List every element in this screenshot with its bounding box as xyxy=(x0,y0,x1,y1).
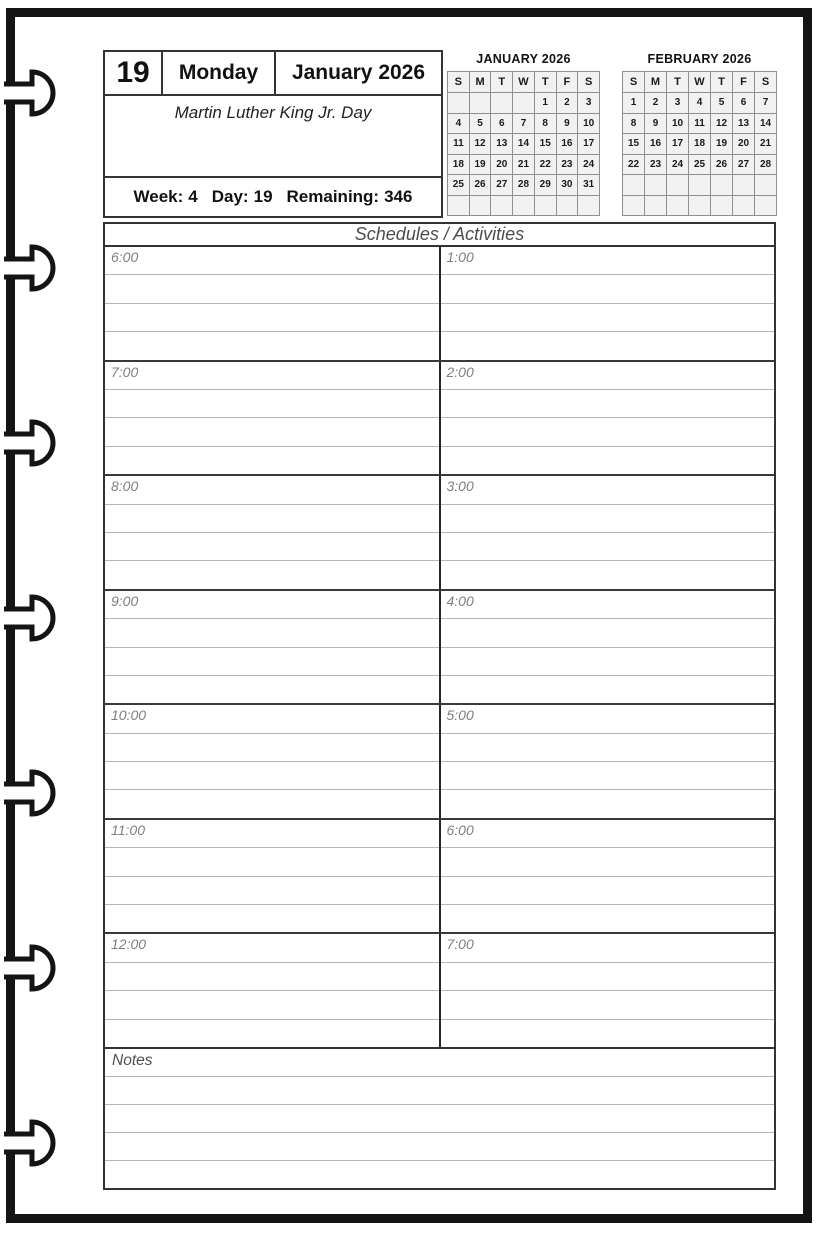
schedule-grid xyxy=(103,247,776,1047)
calendar-weekday-header: T xyxy=(535,72,557,93)
calendar-day-cell xyxy=(491,93,513,114)
calendar-day-cell: 21 xyxy=(513,155,535,176)
calendar-day-cell xyxy=(578,196,600,217)
schedule-line xyxy=(441,476,775,503)
schedule-line xyxy=(441,417,775,445)
mini-calendar-february xyxy=(622,52,777,216)
month-year: January 2026 xyxy=(274,52,441,94)
schedule-line xyxy=(105,618,439,646)
calendar-weekday-header: S xyxy=(755,72,777,93)
schedule-line xyxy=(441,532,775,560)
schedule-line xyxy=(441,761,775,789)
calendar-weekday-header: S xyxy=(623,72,645,93)
schedule-line xyxy=(105,733,439,761)
calendar-day-cell: 4 xyxy=(448,114,470,135)
holiday-label: Martin Luther King Jr. Day xyxy=(174,103,372,122)
calendar-day-cell: 17 xyxy=(667,134,689,155)
calendar-day-cell: 1 xyxy=(623,93,645,114)
schedule-line xyxy=(441,876,775,904)
calendar-day-cell: 20 xyxy=(491,155,513,176)
calendar-day-cell: 11 xyxy=(689,114,711,135)
schedule-line xyxy=(105,303,439,331)
time-label: 2:00 xyxy=(446,363,474,380)
schedule-line xyxy=(441,331,775,359)
calendar-day-cell: 10 xyxy=(578,114,600,135)
week-label: Week: xyxy=(133,187,184,206)
hour-block xyxy=(105,820,774,935)
time-label: 6:00 xyxy=(446,821,474,838)
schedule-line xyxy=(441,389,775,417)
calendar-day-cell: 15 xyxy=(535,134,557,155)
time-label: 7:00 xyxy=(111,363,139,380)
calendar-day-cell: 24 xyxy=(667,155,689,176)
calendar-day-cell xyxy=(645,196,667,217)
schedule-column-left xyxy=(105,820,441,933)
remaining-value: 346 xyxy=(384,187,413,206)
schedule-line xyxy=(105,675,439,703)
calendar-day-cell: 23 xyxy=(645,155,667,176)
day-name: Monday xyxy=(161,52,274,94)
calendar-weekday-header: T xyxy=(667,72,689,93)
calendar-day-cell: 26 xyxy=(470,175,492,196)
calendar-day-cell xyxy=(623,196,645,217)
schedule-line xyxy=(441,733,775,761)
schedule-column-right xyxy=(441,820,775,933)
calendar-day-cell: 7 xyxy=(755,93,777,114)
schedule-line xyxy=(441,362,775,389)
schedule-line xyxy=(105,789,439,817)
calendar-day-cell: 19 xyxy=(711,134,733,155)
notes-line xyxy=(105,1160,774,1188)
schedule-column-right xyxy=(441,476,775,589)
schedule-line xyxy=(105,705,439,732)
schedule-line xyxy=(105,532,439,560)
schedule-line xyxy=(441,303,775,331)
calendar-weekday-header: S xyxy=(448,72,470,93)
schedule-column-right xyxy=(441,591,775,704)
time-label: 11:00 xyxy=(111,821,145,838)
calendar-day-cell: 19 xyxy=(470,155,492,176)
calendar-day-cell: 16 xyxy=(557,134,579,155)
notes-line xyxy=(105,1132,774,1160)
calendar-day-cell: 15 xyxy=(623,134,645,155)
calendar-weekday-header: T xyxy=(711,72,733,93)
calendar-day-cell: 2 xyxy=(557,93,579,114)
day-value: 19 xyxy=(253,187,273,206)
calendar-day-cell xyxy=(535,196,557,217)
calendar-day-cell: 22 xyxy=(535,155,557,176)
calendar-weekday-header: F xyxy=(733,72,755,93)
calendar-day-cell xyxy=(470,93,492,114)
calendar-day-cell xyxy=(689,196,711,217)
calendar-day-cell xyxy=(513,196,535,217)
calendar-day-cell: 11 xyxy=(448,134,470,155)
schedule-column-left xyxy=(105,705,441,818)
calendar-day-cell: 20 xyxy=(733,134,755,155)
calendar-day-cell: 9 xyxy=(557,114,579,135)
schedule-line xyxy=(441,675,775,703)
calendar-day-cell xyxy=(513,93,535,114)
calendar-day-cell: 7 xyxy=(513,114,535,135)
calendar-day-cell: 18 xyxy=(448,155,470,176)
calendar-day-cell: 30 xyxy=(557,175,579,196)
schedule-line xyxy=(441,618,775,646)
schedule-column-right xyxy=(441,362,775,475)
schedule-line xyxy=(105,446,439,474)
schedule-line xyxy=(105,504,439,532)
calendar-day-cell: 8 xyxy=(623,114,645,135)
calendar-day-cell xyxy=(623,175,645,196)
hour-block xyxy=(105,362,774,477)
schedule-line xyxy=(105,274,439,302)
notes-line xyxy=(105,1076,774,1104)
day-number: 19 xyxy=(116,56,150,89)
schedule-line xyxy=(441,847,775,875)
mini-calendar-grid xyxy=(622,71,777,216)
calendar-day-cell: 3 xyxy=(578,93,600,114)
calendar-day-cell xyxy=(667,175,689,196)
calendar-day-cell xyxy=(667,196,689,217)
calendar-day-cell: 3 xyxy=(667,93,689,114)
mini-calendar-grid xyxy=(447,71,600,216)
schedule-line xyxy=(441,647,775,675)
calendar-day-cell xyxy=(733,196,755,217)
calendar-day-cell xyxy=(448,93,470,114)
hour-block xyxy=(105,247,774,362)
schedule-line xyxy=(441,1019,775,1047)
mini-calendar-january xyxy=(447,52,600,216)
date-header-row xyxy=(105,52,441,96)
calendar-day-cell: 29 xyxy=(535,175,557,196)
schedule-line xyxy=(105,904,439,932)
calendar-day-cell xyxy=(689,175,711,196)
schedule-line xyxy=(441,934,775,961)
calendar-day-cell: 6 xyxy=(733,93,755,114)
calendar-day-cell: 25 xyxy=(689,155,711,176)
calendar-day-cell: 12 xyxy=(470,134,492,155)
schedule-line xyxy=(105,1019,439,1047)
calendar-weekday-header: M xyxy=(470,72,492,93)
calendar-day-cell: 5 xyxy=(711,93,733,114)
schedule-line xyxy=(105,820,439,847)
schedule-line xyxy=(105,647,439,675)
schedule-line xyxy=(441,904,775,932)
calendar-day-cell: 14 xyxy=(755,114,777,135)
calendar-day-cell: 13 xyxy=(733,114,755,135)
schedule-column-right xyxy=(441,934,775,1047)
hour-block xyxy=(105,934,774,1047)
calendar-day-cell: 2 xyxy=(645,93,667,114)
calendar-day-cell xyxy=(448,196,470,217)
time-label: 7:00 xyxy=(446,936,474,953)
hour-block xyxy=(105,591,774,706)
schedule-line xyxy=(441,705,775,732)
time-label: 4:00 xyxy=(446,592,474,609)
schedule-line xyxy=(441,789,775,817)
mini-calendar-title: JANUARY 2026 xyxy=(476,52,571,66)
calendar-weekday-header: F xyxy=(557,72,579,93)
schedule-line xyxy=(105,876,439,904)
schedule-line xyxy=(105,591,439,618)
hour-block xyxy=(105,705,774,820)
calendar-day-cell xyxy=(711,175,733,196)
calendar-day-cell: 1 xyxy=(535,93,557,114)
hour-block xyxy=(105,476,774,591)
date-header-box xyxy=(103,50,443,218)
schedule-line xyxy=(105,362,439,389)
schedule-line xyxy=(441,274,775,302)
notes-line xyxy=(105,1049,774,1076)
calendar-day-cell xyxy=(645,175,667,196)
calendar-weekday-header: W xyxy=(689,72,711,93)
schedule-line xyxy=(441,247,775,274)
calendar-day-cell: 6 xyxy=(491,114,513,135)
calendar-day-cell: 8 xyxy=(535,114,557,135)
schedule-section-header xyxy=(103,222,776,247)
schedule-line xyxy=(105,847,439,875)
calendar-day-cell xyxy=(470,196,492,217)
notes-section xyxy=(103,1047,776,1190)
time-label: 1:00 xyxy=(446,249,474,265)
calendar-day-cell: 27 xyxy=(733,155,755,176)
schedule-line xyxy=(105,934,439,961)
calendar-day-cell: 28 xyxy=(513,175,535,196)
calendar-weekday-header: W xyxy=(513,72,535,93)
schedule-line xyxy=(105,389,439,417)
calendar-day-cell: 18 xyxy=(689,134,711,155)
calendar-day-cell xyxy=(711,196,733,217)
time-label: 10:00 xyxy=(111,707,147,724)
calendar-weekday-header: M xyxy=(645,72,667,93)
schedule-line xyxy=(441,820,775,847)
schedule-line xyxy=(105,990,439,1018)
schedule-line xyxy=(105,560,439,588)
calendar-day-cell: 28 xyxy=(755,155,777,176)
calendar-day-cell: 5 xyxy=(470,114,492,135)
calendar-day-cell: 14 xyxy=(513,134,535,155)
time-label: 9:00 xyxy=(111,592,139,609)
schedule-line xyxy=(105,476,439,503)
time-label: 12:00 xyxy=(111,936,147,953)
schedule-line xyxy=(105,417,439,445)
time-label: 5:00 xyxy=(446,707,474,724)
schedule-line xyxy=(441,990,775,1018)
schedule-section-title: Schedules / Activities xyxy=(354,224,525,244)
calendar-day-cell: 9 xyxy=(645,114,667,135)
calendar-day-cell xyxy=(491,196,513,217)
calendar-day-cell: 25 xyxy=(448,175,470,196)
calendar-day-cell: 21 xyxy=(755,134,777,155)
calendar-day-cell: 27 xyxy=(491,175,513,196)
notes-line xyxy=(105,1104,774,1132)
schedule-column-right xyxy=(441,247,775,360)
calendar-day-cell xyxy=(755,175,777,196)
schedule-column-left xyxy=(105,362,441,475)
schedule-column-left xyxy=(105,934,441,1047)
calendar-day-cell: 16 xyxy=(645,134,667,155)
schedule-line xyxy=(441,446,775,474)
week-value: 4 xyxy=(188,187,198,206)
day-stats xyxy=(105,176,441,216)
calendar-day-cell: 17 xyxy=(578,134,600,155)
calendar-day-cell: 24 xyxy=(578,155,600,176)
time-label: 8:00 xyxy=(111,478,139,495)
calendar-day-cell: 26 xyxy=(711,155,733,176)
schedule-line xyxy=(441,560,775,588)
calendar-day-cell: 10 xyxy=(667,114,689,135)
schedule-column-left xyxy=(105,591,441,704)
schedule-line xyxy=(105,962,439,990)
calendar-day-cell xyxy=(755,196,777,217)
calendar-day-cell xyxy=(557,196,579,217)
calendar-day-cell: 31 xyxy=(578,175,600,196)
calendar-day-cell: 13 xyxy=(491,134,513,155)
calendar-day-cell xyxy=(733,175,755,196)
schedule-line xyxy=(441,504,775,532)
time-label: 6:00 xyxy=(111,249,139,265)
day-label: Day: xyxy=(211,187,249,206)
notes-label: Notes xyxy=(112,1052,153,1069)
calendar-weekday-header: T xyxy=(491,72,513,93)
schedule-column-left xyxy=(105,247,441,360)
time-label: 3:00 xyxy=(446,478,474,495)
schedule-column-left xyxy=(105,476,441,589)
calendar-day-cell: 23 xyxy=(557,155,579,176)
schedule-line xyxy=(105,331,439,359)
calendar-weekday-header: S xyxy=(578,72,600,93)
schedule-line xyxy=(105,761,439,789)
schedule-line xyxy=(441,962,775,990)
schedule-line xyxy=(105,247,439,274)
schedule-line xyxy=(441,591,775,618)
calendar-day-cell: 12 xyxy=(711,114,733,135)
schedule-column-right xyxy=(441,705,775,818)
calendar-day-cell: 4 xyxy=(689,93,711,114)
calendar-day-cell: 22 xyxy=(623,155,645,176)
remaining-label: Remaining: xyxy=(286,187,380,206)
mini-calendar-title: FEBRUARY 2026 xyxy=(647,52,752,66)
